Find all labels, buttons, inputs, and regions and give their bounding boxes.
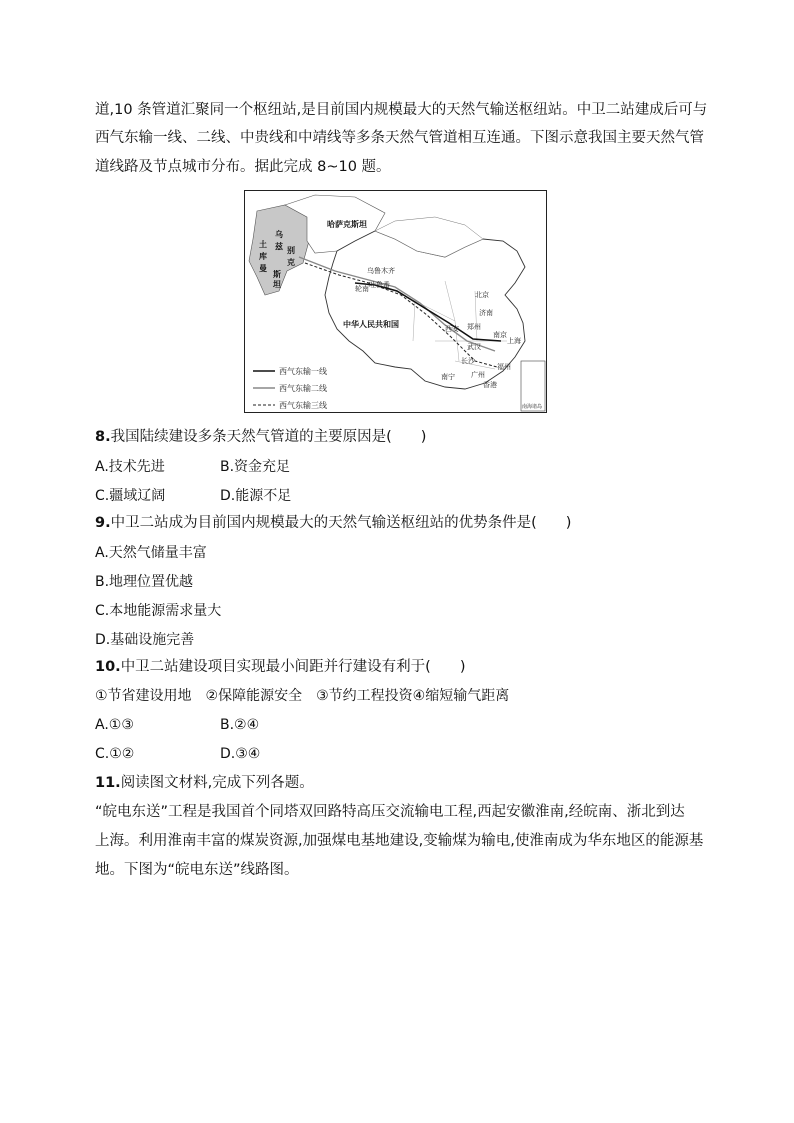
label-fuzhou: 福州 — [497, 363, 511, 371]
label-uzbek-1: 乌 — [275, 230, 283, 239]
legend-label-line-1: 西气东输一线 — [279, 367, 327, 376]
q9-number: 9. — [95, 515, 111, 531]
q10-items: ①节省建设用地 ②保障能源安全 ③节约工程投资④缩短输气距离 — [95, 688, 510, 704]
label-changsha: 长沙 — [461, 357, 475, 365]
label-lunnan: 轮南 — [355, 285, 369, 293]
label-nanjing: 南京 — [493, 331, 507, 339]
label-beijing: 北京 — [475, 291, 489, 299]
china-outline — [325, 231, 525, 389]
q9-stem-line — [95, 513, 571, 533]
label-wuhan: 武汉 — [467, 343, 481, 351]
q9-option-b: B.地理位置优越 — [95, 574, 194, 590]
label-urumqi: 乌鲁木齐 — [367, 267, 395, 275]
label-zhengzhou: 郑州 — [467, 323, 481, 331]
intro-line-1: 道,10 条管道汇聚同一个枢纽站,是目前国内规模最大的天然气输送枢纽站。中卫二站建成后可与 — [95, 102, 708, 118]
label-uzbek-5: 斯 — [273, 270, 281, 279]
label-uzbek-2: 兹 — [275, 242, 283, 251]
q10-option-d: D.③④ — [220, 746, 261, 762]
q11-paragraph-line-3: 地。下图为“皖电东送”线路图。 — [95, 862, 299, 878]
q10-stem: 中卫二站建设项目实现最小间距并行建设有利于( ) — [120, 659, 466, 675]
intro-line-3: 道线路及节点城市分布。据此完成 8~10 题。 — [95, 159, 391, 175]
q11-stem: 阅读图文材料,完成下列各题。 — [120, 775, 314, 791]
q8-option-c: C.疆域辽阔 — [95, 488, 166, 504]
q11-paragraph-line-2: 上海。利用淮南丰富的煤炭资源,加强煤电基地建设,变输煤为输电,使淮南成为华东地区的能源基 — [95, 833, 704, 849]
q11-number: 11. — [95, 775, 121, 791]
legend-label-line-2: 西气东输二线 — [279, 384, 327, 393]
label-inset: 南海诸岛 — [522, 404, 543, 410]
q9-option-d: D.基础设施完善 — [95, 632, 195, 648]
q10-number: 10. — [95, 659, 121, 675]
q9-option-c: C.本地能源需求量大 — [95, 603, 222, 619]
legend-label-line-3: 西气东输三线 — [279, 401, 327, 410]
label-jinan: 济南 — [479, 309, 493, 317]
q10-stem-line — [95, 657, 466, 677]
q10-option-a: A.①③ — [95, 717, 134, 733]
q8-option-a: A.技术先进 — [95, 459, 165, 475]
label-nanning: 南宁 — [441, 373, 455, 381]
label-turkmen-3: 曼 — [259, 264, 267, 273]
label-shanghai: 上海 — [507, 337, 521, 345]
pipeline-map — [244, 190, 547, 413]
label-kazakhstan: 哈萨克斯坦 — [327, 220, 367, 229]
label-xian: 西安 — [445, 325, 459, 333]
label-turkmen-1: 土 — [259, 240, 267, 249]
label-uzbek-3: 别 — [287, 246, 295, 255]
label-uzbek-4: 克 — [287, 258, 295, 267]
q8-option-d: D.能源不足 — [220, 488, 292, 504]
q11-paragraph-line-1: “皖电东送”工程是我国首个同塔双回路特高压交流输电工程,西起安徽淮南,经皖南、浙北到达 — [95, 804, 685, 820]
pipeline-map-svg — [245, 191, 547, 413]
label-china: 中华人民共和国 — [343, 320, 399, 329]
q9-stem: 中卫二站成为目前国内规模最大的天然气输送枢纽站的优势条件是( ) — [110, 515, 572, 531]
q8-number: 8. — [95, 429, 111, 445]
label-turkmen-2: 库 — [259, 252, 267, 261]
label-uzbek-6: 坦 — [273, 280, 281, 289]
label-turpan: 吐鲁番 — [369, 281, 390, 289]
q10-option-b: B.②④ — [220, 717, 260, 733]
q8-stem-line — [95, 427, 426, 447]
q8-stem: 我国陆续建设多条天然气管道的主要原因是( ) — [110, 429, 427, 445]
label-hongkong: 香港 — [483, 381, 497, 389]
intro-line-2: 西气东输一线、二线、中贵线和中靖线等多条天然气管道相互连通。下图示意我国主要天然气管 — [95, 130, 704, 146]
q11-stem-line — [95, 773, 314, 793]
q9-option-a: A.天然气储量丰富 — [95, 545, 207, 561]
q10-option-c: C.①② — [95, 746, 135, 762]
q8-option-b: B.资金充足 — [220, 459, 291, 475]
label-guangzhou: 广州 — [471, 371, 485, 379]
